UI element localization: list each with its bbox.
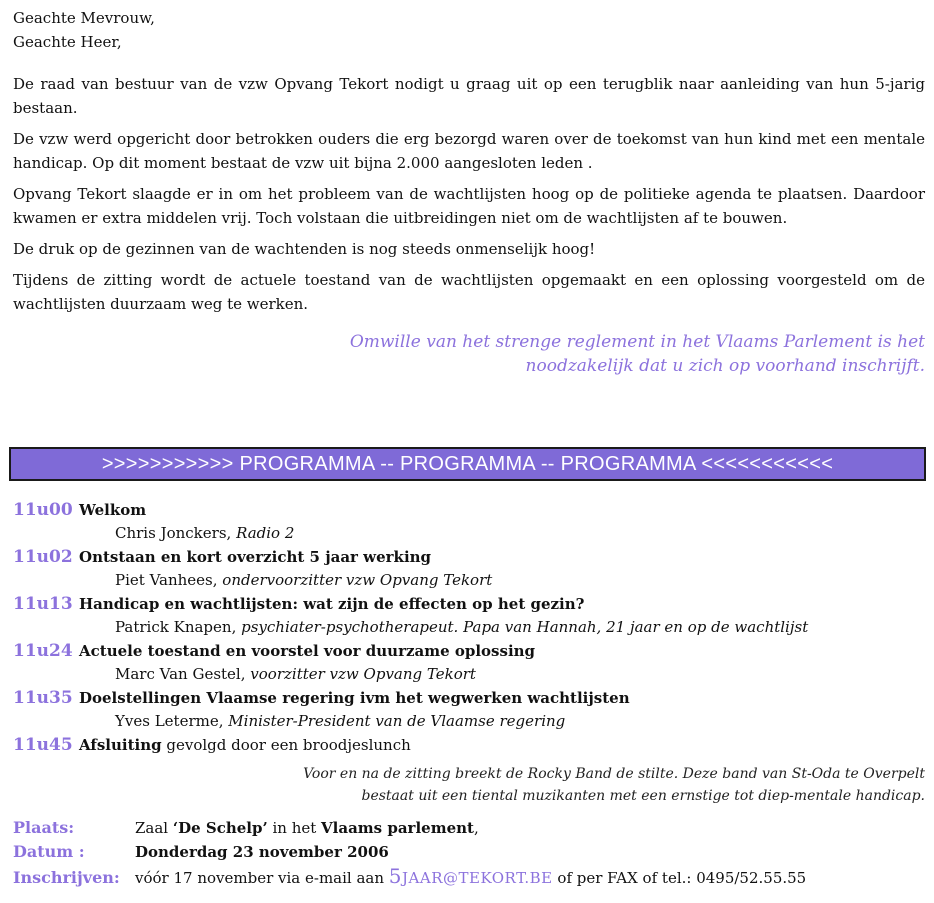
program-title: Handicap en wachtlijsten: wat zijn de effecten op het gezin? bbox=[79, 595, 585, 613]
program-time: 11u45 bbox=[13, 735, 73, 755]
paragraph: De raad van bestuur van de vzw Opvang Tekort nodigt u graag uit op een terugblik naar aanleiding van hun 5-jarig bestaan. bbox=[13, 75, 925, 117]
register-row bbox=[13, 864, 925, 888]
program-speaker: Chris Jonckers, bbox=[115, 524, 232, 542]
greeting bbox=[13, 6, 925, 54]
program-speaker: Yves Leterme, bbox=[115, 712, 224, 730]
program-item bbox=[13, 498, 925, 545]
email-first-char: 5 bbox=[388, 864, 403, 888]
program-item bbox=[13, 545, 925, 592]
program-speaker-role: ondervoorzitter vzw Opvang Tekort bbox=[222, 571, 493, 589]
registration-notice bbox=[13, 330, 925, 378]
notice-line: noodzakelijk dat u zich op voorhand inschrijft. bbox=[525, 356, 925, 376]
program-title-continuation: gevolgd door een broodjeslunch bbox=[166, 736, 411, 754]
event-info bbox=[13, 816, 925, 888]
program-item bbox=[13, 592, 925, 639]
program-speaker-role: Radio 2 bbox=[236, 524, 295, 542]
register-suffix: of per FAX of tel.: 0495/52.55.55 bbox=[552, 869, 807, 887]
program-title: Welkom bbox=[79, 501, 147, 519]
date-label: Datum : bbox=[13, 842, 85, 861]
program-item bbox=[13, 639, 925, 686]
greeting-line: Geachte Heer, bbox=[13, 33, 122, 51]
program-time: 11u13 bbox=[13, 594, 73, 614]
band-note bbox=[303, 763, 925, 807]
program-item bbox=[13, 686, 925, 733]
program-time: 11u00 bbox=[13, 500, 73, 520]
place-row bbox=[13, 816, 925, 840]
program-speaker-role: voorzitter vzw Opvang Tekort bbox=[250, 665, 476, 683]
program-title: Doelstellingen Vlaamse regering ivm het wegwerken wachtlijsten bbox=[79, 689, 630, 707]
place-end: , bbox=[473, 819, 479, 837]
program-banner: >>>>>>>>>>> PROGRAMMA -- PROGRAMMA -- PROGRAMMA <<<<<<<<<<< bbox=[9, 447, 926, 481]
program-time: 11u02 bbox=[13, 547, 73, 567]
place-middle: in het bbox=[267, 819, 322, 837]
program-item bbox=[13, 733, 925, 757]
program-title: Afsluiting bbox=[79, 736, 162, 754]
paragraph: De druk op de gezinnen van de wachtenden is nog steeds onmenselijk hoog! bbox=[13, 240, 596, 258]
program-time: 11u35 bbox=[13, 688, 73, 708]
email-link[interactable] bbox=[388, 864, 553, 888]
place-label: Plaats: bbox=[13, 818, 75, 837]
program-speaker-role: psychiater-psychotherapeut. Papa van Hannah, 21 jaar en op de wachtlijst bbox=[241, 618, 809, 636]
paragraph: Tijdens de zitting wordt de actuele toestand van de wachtlijsten opgemaakt en een oplossing voorgesteld om de wachtlijsten duurzaam weg te werken. bbox=[13, 271, 925, 313]
program-list bbox=[13, 498, 925, 757]
place-prefix: Zaal bbox=[135, 819, 173, 837]
notice-line: Omwille van het strenge reglement in het Vlaams Parlement is het bbox=[349, 332, 925, 352]
building-name: Vlaams parlement bbox=[321, 819, 474, 837]
program-time: 11u24 bbox=[13, 641, 73, 661]
program-speaker-role: Minister-President van de Vlaamse regering bbox=[228, 712, 566, 730]
program-speaker: Marc Van Gestel, bbox=[115, 665, 246, 683]
paragraph: Opvang Tekort slaagde er in om het probleem van de wachtlijsten hoog op de politieke agenda te plaatsen. Daardoor kwamen er extra middelen vrij. Toch volstaan die uitbreidingen niet om de wachtlijsten af te bouwen. bbox=[13, 185, 925, 227]
program-title: Actuele toestand en voorstel voor duurzame oplossing bbox=[79, 642, 536, 660]
venue-name: ‘De Schelp’ bbox=[172, 819, 268, 837]
date-value: Donderdag 23 november 2006 bbox=[135, 843, 389, 861]
program-speaker: Piet Vanhees, bbox=[115, 571, 218, 589]
letter-body bbox=[13, 6, 925, 378]
date-row bbox=[13, 840, 925, 864]
greeting-line: Geachte Mevrouw, bbox=[13, 9, 155, 27]
email-rest: JAAR@TEKORT.BE bbox=[402, 869, 553, 887]
band-note-line: bestaat uit een tiental muzikanten met een ernstige tot diep-mentale handicap. bbox=[361, 788, 925, 804]
program-speaker: Patrick Knapen, bbox=[115, 618, 237, 636]
register-label: Inschrijven: bbox=[13, 868, 120, 887]
paragraph: De vzw werd opgericht door betrokken ouders die erg bezorgd waren over de toekomst van hun kind met een mentale handicap. Op dit moment bestaat de vzw uit bijna 2.000 aangesloten leden . bbox=[13, 130, 925, 172]
program-title: Ontstaan en kort overzicht 5 jaar werking bbox=[79, 548, 432, 566]
band-note-line: Voor en na de zitting breekt de Rocky Band de stilte. Deze band van St-Oda te Overpelt bbox=[303, 766, 925, 782]
register-prefix: vóór 17 november via e-mail aan bbox=[135, 869, 389, 887]
